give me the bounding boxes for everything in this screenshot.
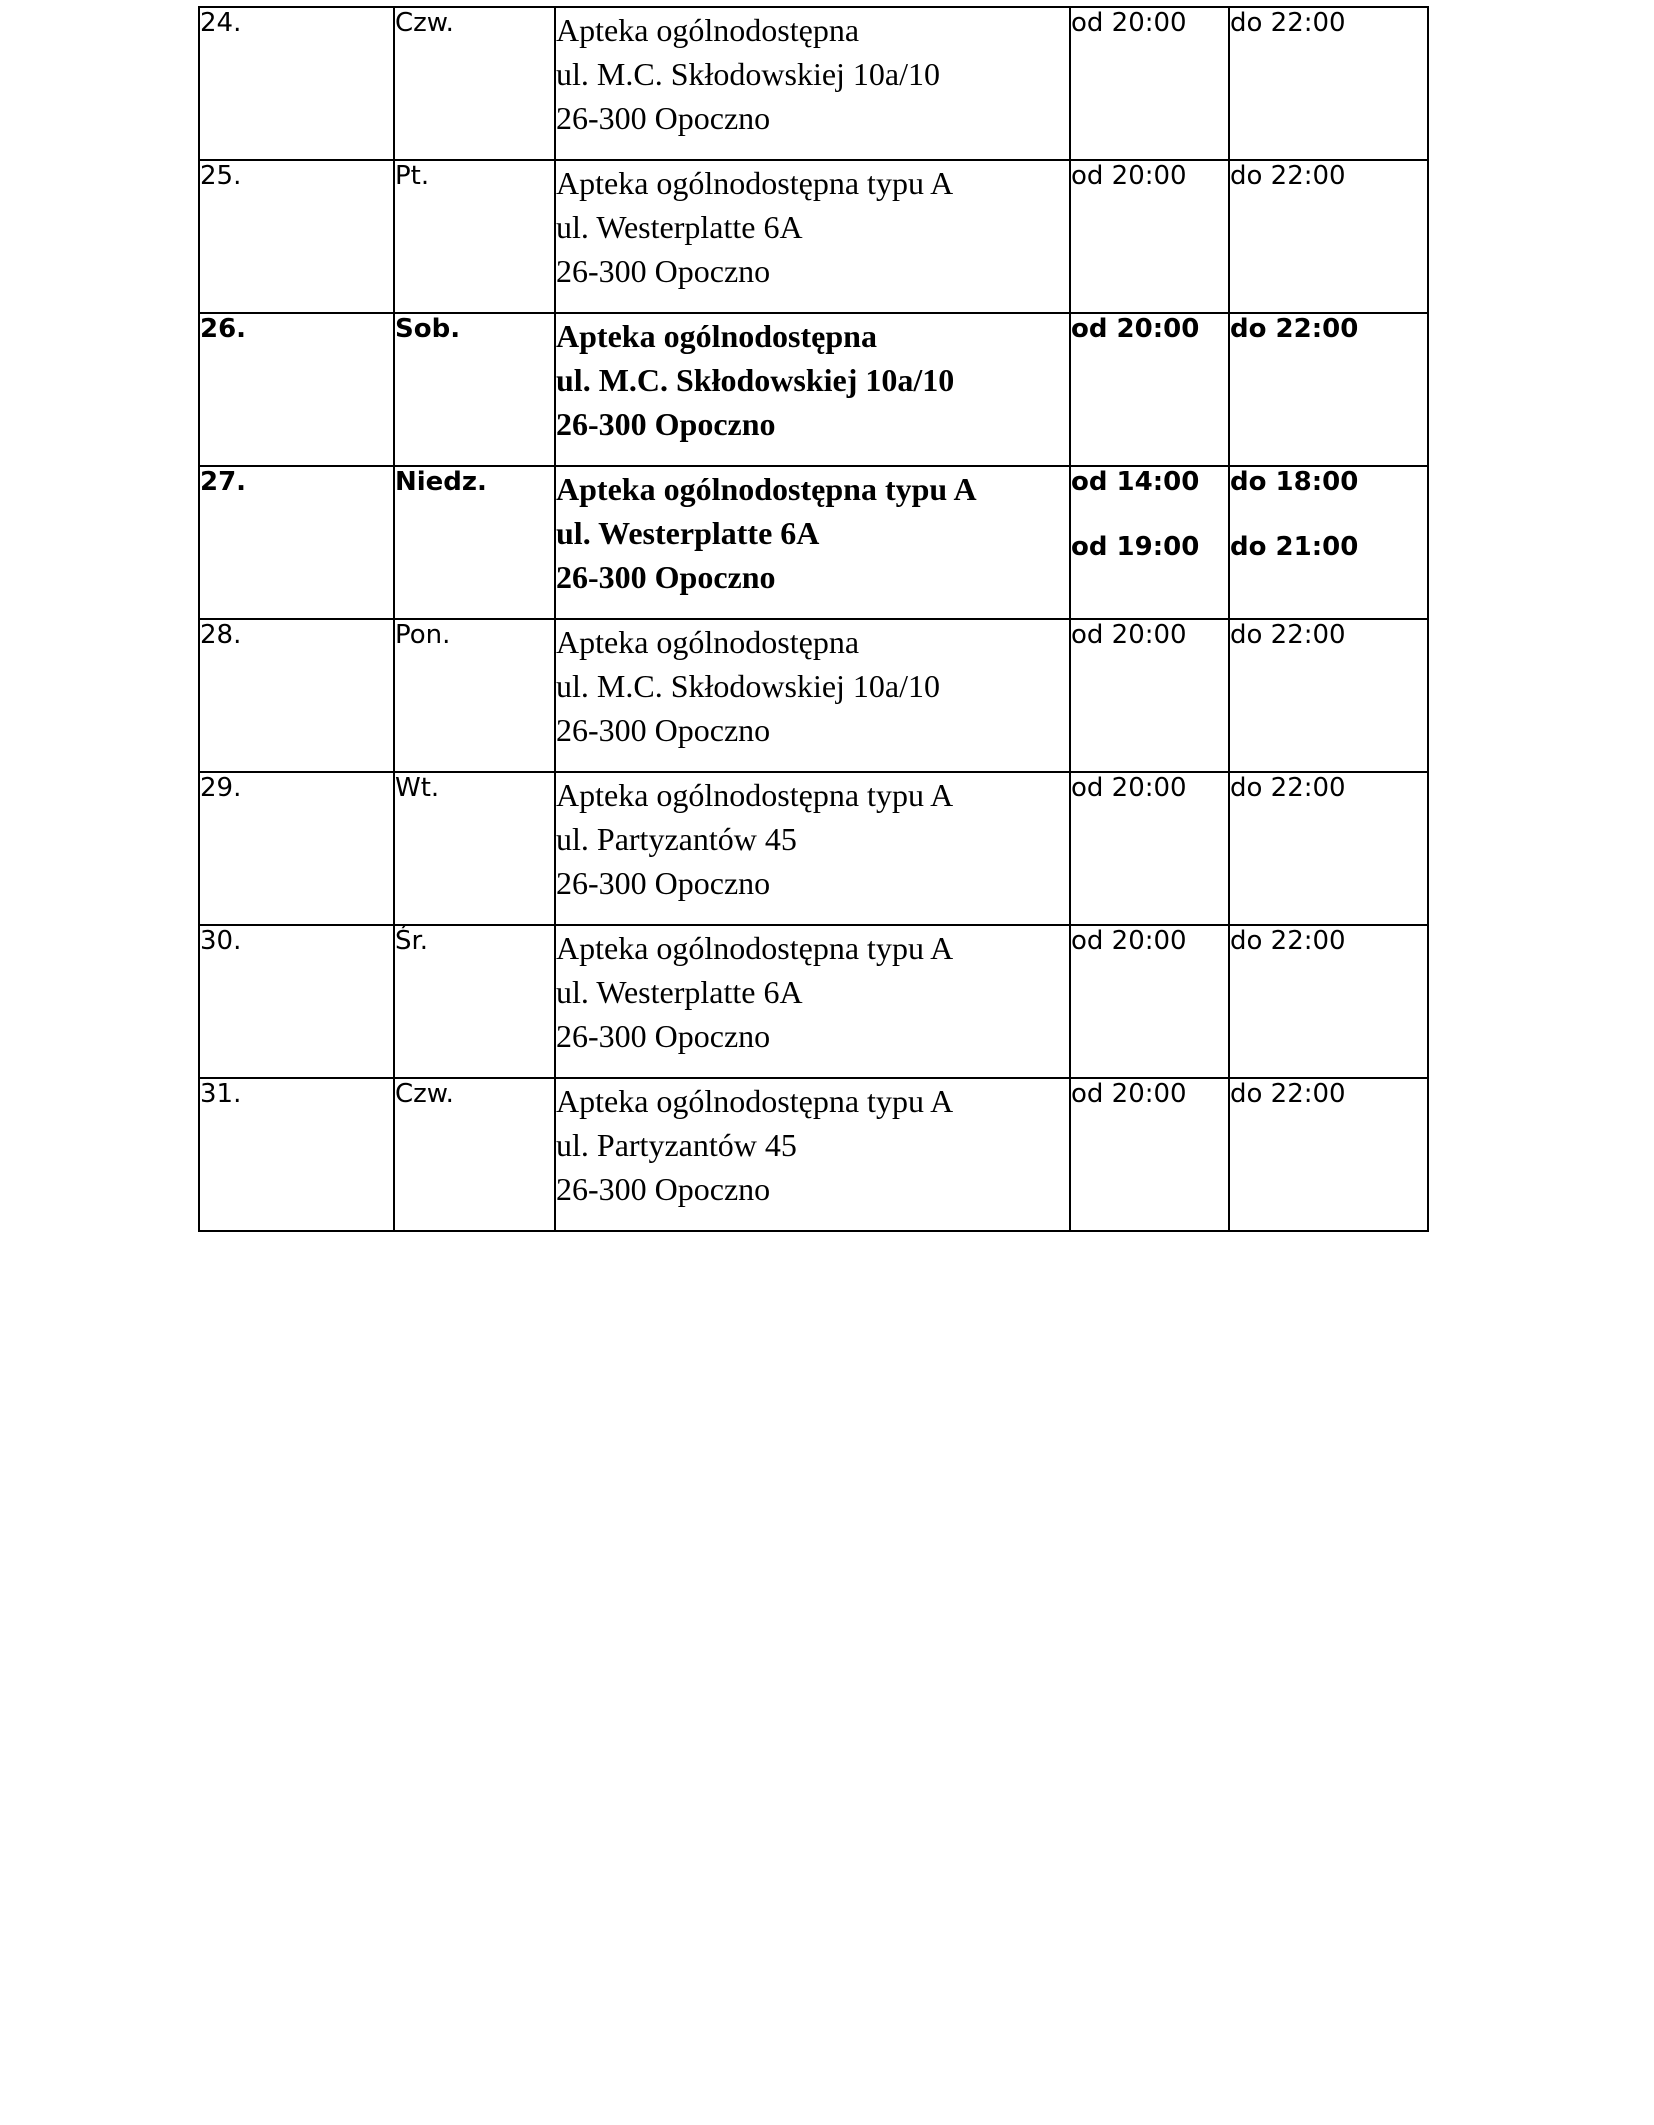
pharmacy-cell xyxy=(555,313,1070,466)
open-from-cell xyxy=(1070,466,1229,619)
open-from-time: od 19:00 xyxy=(1071,532,1200,562)
open-from-time: od 20:00 xyxy=(1071,161,1187,191)
pharmacy-street: ul. Westerplatte 6A xyxy=(556,515,820,551)
open-to-cell xyxy=(1229,619,1428,772)
open-from-cell xyxy=(1070,772,1229,925)
open-from-cell xyxy=(1070,925,1229,1078)
open-from-time: od 14:00 xyxy=(1071,467,1200,497)
pharmacy-cell xyxy=(555,619,1070,772)
open-from-cell xyxy=(1070,1078,1229,1231)
pharmacy-street: ul. M.C. Skłodowskiej 10a/10 xyxy=(556,668,941,704)
pharmacy-city: 26-300 Opoczno xyxy=(556,1171,771,1207)
open-to-time: do 22:00 xyxy=(1230,1079,1346,1109)
pharmacy-city: 26-300 Opoczno xyxy=(556,712,771,748)
open-to-time: do 22:00 xyxy=(1230,314,1359,344)
pharmacy-cell xyxy=(555,772,1070,925)
pharmacy-cell xyxy=(555,160,1070,313)
weekday-cell: Śr. xyxy=(394,925,555,1078)
pharmacy-street: ul. M.C. Skłodowskiej 10a/10 xyxy=(556,362,955,398)
open-to-cell xyxy=(1229,1078,1428,1231)
open-to-time: do 22:00 xyxy=(1230,8,1346,38)
open-from-time: od 20:00 xyxy=(1071,620,1187,650)
open-to-cell xyxy=(1229,7,1428,160)
pharmacy-name: Apteka ogólnodostępna xyxy=(556,318,877,354)
pharmacy-duty-schedule-table xyxy=(198,6,1429,1232)
day-number-cell: 31. xyxy=(199,1078,394,1231)
open-from-cell xyxy=(1070,7,1229,160)
pharmacy-name: Apteka ogólnodostępna typu A xyxy=(556,1083,954,1119)
pharmacy-city: 26-300 Opoczno xyxy=(556,100,771,136)
weekday-cell: Czw. xyxy=(394,7,555,160)
open-from-time: od 20:00 xyxy=(1071,8,1187,38)
weekday-cell: Wt. xyxy=(394,772,555,925)
open-to-cell xyxy=(1229,466,1428,619)
table-row xyxy=(199,466,1428,619)
day-number-cell: 29. xyxy=(199,772,394,925)
day-number-cell: 24. xyxy=(199,7,394,160)
table-row xyxy=(199,772,1428,925)
pharmacy-name: Apteka ogólnodostępna xyxy=(556,12,860,48)
day-number-cell: 25. xyxy=(199,160,394,313)
pharmacy-city: 26-300 Opoczno xyxy=(556,253,771,289)
pharmacy-city: 26-300 Opoczno xyxy=(556,559,776,595)
open-to-cell xyxy=(1229,160,1428,313)
weekday-cell: Sob. xyxy=(394,313,555,466)
day-number-cell: 26. xyxy=(199,313,394,466)
weekday-cell: Pt. xyxy=(394,160,555,313)
day-number-cell: 30. xyxy=(199,925,394,1078)
pharmacy-cell xyxy=(555,1078,1070,1231)
open-from-cell xyxy=(1070,619,1229,772)
open-to-time: do 22:00 xyxy=(1230,620,1346,650)
open-to-time: do 21:00 xyxy=(1230,532,1359,562)
weekday-cell: Niedz. xyxy=(394,466,555,619)
open-from-time: od 20:00 xyxy=(1071,1079,1187,1109)
pharmacy-name: Apteka ogólnodostępna xyxy=(556,624,860,660)
day-number-cell: 28. xyxy=(199,619,394,772)
open-to-cell xyxy=(1229,925,1428,1078)
pharmacy-street: ul. Westerplatte 6A xyxy=(556,209,803,245)
table-row xyxy=(199,1078,1428,1231)
pharmacy-name: Apteka ogólnodostępna typu A xyxy=(556,930,954,966)
open-from-time: od 20:00 xyxy=(1071,926,1187,956)
pharmacy-cell xyxy=(555,7,1070,160)
pharmacy-name: Apteka ogólnodostępna typu A xyxy=(556,777,954,813)
open-from-time: od 20:00 xyxy=(1071,314,1200,344)
table-row xyxy=(199,619,1428,772)
pharmacy-street: ul. Westerplatte 6A xyxy=(556,974,803,1010)
schedule-body xyxy=(199,7,1428,1231)
open-from-cell xyxy=(1070,160,1229,313)
pharmacy-street: ul. Partyzantów 45 xyxy=(556,1127,797,1163)
pharmacy-cell xyxy=(555,925,1070,1078)
table-row xyxy=(199,313,1428,466)
weekday-cell: Czw. xyxy=(394,1078,555,1231)
open-to-time: do 22:00 xyxy=(1230,161,1346,191)
pharmacy-name: Apteka ogólnodostępna typu A xyxy=(556,471,977,507)
pharmacy-street: ul. M.C. Skłodowskiej 10a/10 xyxy=(556,56,941,92)
pharmacy-name: Apteka ogólnodostępna typu A xyxy=(556,165,954,201)
open-to-cell xyxy=(1229,313,1428,466)
pharmacy-street: ul. Partyzantów 45 xyxy=(556,821,797,857)
open-from-cell xyxy=(1070,313,1229,466)
table-row xyxy=(199,925,1428,1078)
open-from-time: od 20:00 xyxy=(1071,773,1187,803)
weekday-cell: Pon. xyxy=(394,619,555,772)
table-row xyxy=(199,7,1428,160)
pharmacy-city: 26-300 Opoczno xyxy=(556,1018,771,1054)
pharmacy-city: 26-300 Opoczno xyxy=(556,865,771,901)
open-to-time: do 18:00 xyxy=(1230,467,1359,497)
open-to-cell xyxy=(1229,772,1428,925)
open-to-time: do 22:00 xyxy=(1230,926,1346,956)
open-to-time: do 22:00 xyxy=(1230,773,1346,803)
day-number-cell: 27. xyxy=(199,466,394,619)
pharmacy-cell xyxy=(555,466,1070,619)
pharmacy-city: 26-300 Opoczno xyxy=(556,406,776,442)
table-row xyxy=(199,160,1428,313)
